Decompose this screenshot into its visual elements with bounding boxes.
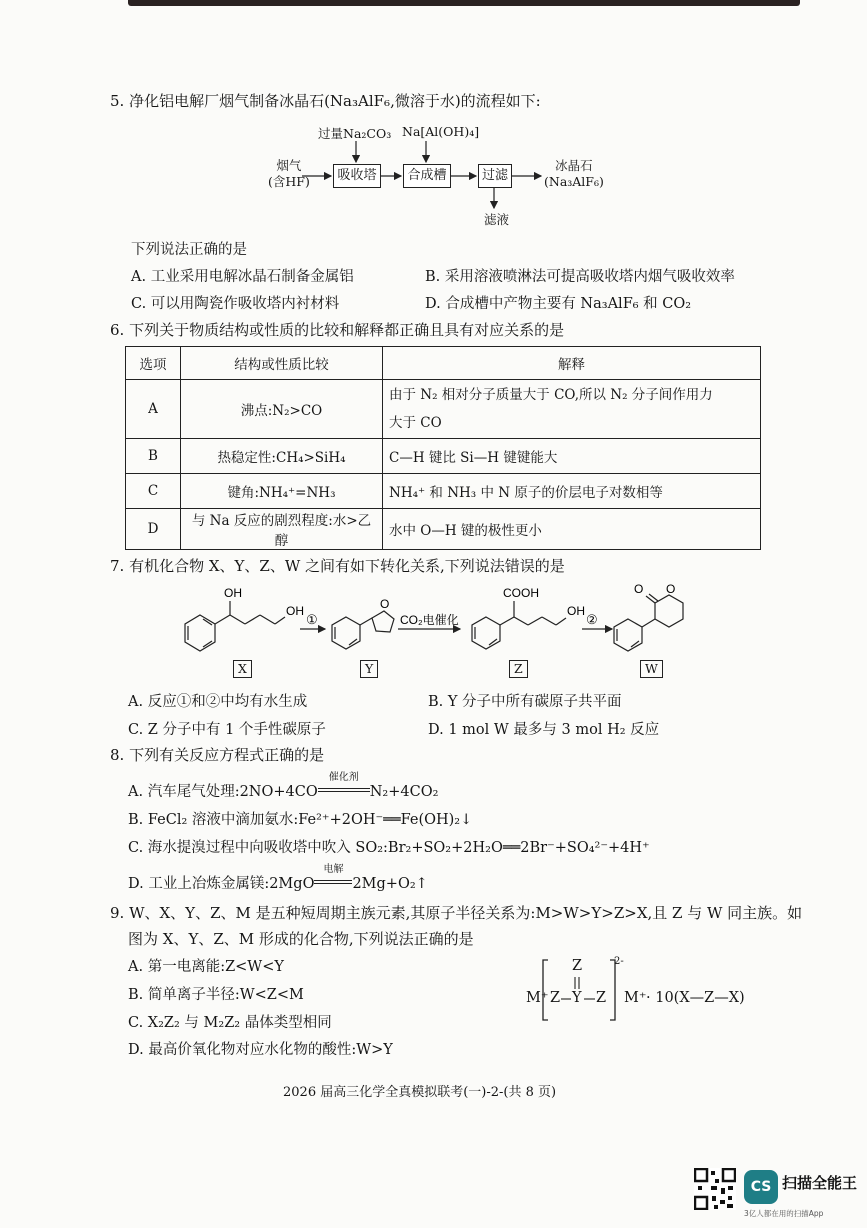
q9-option-a: A. 第一电离能:Z<W<Y bbox=[128, 959, 284, 975]
table-cell: 与 Na 反应的剧烈程度:水>乙醇 bbox=[181, 509, 383, 550]
table-cell: 热稳定性:CH₄>SiH₄ bbox=[181, 439, 383, 474]
q5-option-a: A. 工业采用电解冰晶石制备金属铝 bbox=[131, 269, 354, 285]
table-cell: 水中 O—H 键的极性更小 bbox=[383, 509, 761, 550]
label-x: X bbox=[233, 660, 252, 678]
scanner-tagline: 3亿人都在用的扫描App bbox=[744, 1209, 824, 1218]
label-y: Y bbox=[360, 660, 378, 678]
q5-option-b: B. 采用溶液喷淋法可提高吸收塔内烟气吸收效率 bbox=[425, 269, 735, 285]
z-cooh: COOH bbox=[503, 586, 539, 600]
table-header: 解释 bbox=[383, 347, 761, 380]
q9-option-b: B. 简单离子半径:W<Z<M bbox=[128, 987, 304, 1003]
table-row bbox=[126, 439, 761, 474]
struct-charge: 2- bbox=[614, 956, 624, 967]
page-footer: 2026 届高三化学全真模拟联考(一)-2-(共 8 页) bbox=[283, 1085, 557, 1100]
table-header-row bbox=[126, 347, 761, 380]
table-cell: A bbox=[126, 380, 181, 439]
flow-box-synthesis: 合成槽 bbox=[403, 164, 451, 188]
table-header: 选项 bbox=[126, 347, 181, 380]
q5-option-c: C. 可以用陶瓷作吸收塔内衬材料 bbox=[131, 296, 340, 312]
molecule-z bbox=[472, 601, 566, 649]
arrow-label-3: ② bbox=[586, 612, 598, 627]
flow-input: 烟气 (含HF) bbox=[268, 158, 310, 189]
y-ring-o: O bbox=[380, 597, 390, 611]
q5-prompt: 下列说法正确的是 bbox=[131, 242, 247, 258]
table-cell: 沸点:N₂>CO bbox=[181, 380, 383, 439]
struct-z-right: Z bbox=[596, 990, 607, 1006]
table-row bbox=[126, 474, 761, 509]
table-cell: 键角:NH₄⁺=NH₃ bbox=[181, 474, 383, 509]
q7-option-d: D. 1 mol W 最多与 3 mol H₂ 反应 bbox=[428, 722, 660, 738]
flow-box-absorber: 吸收塔 bbox=[333, 164, 381, 188]
q7-option-a: A. 反应①和②中均有水生成 bbox=[128, 694, 308, 710]
q9-stem-line2: 图为 X、Y、Z、M 形成的化合物,下列说法正确的是 bbox=[128, 930, 474, 948]
table-cell: B bbox=[126, 439, 181, 474]
q9-stem-line1: 9. W、X、Y、Z、M 是五种短周期主族元素,其原子半径关系为:M>W>Y>Z>X,且 Z 与 W 同主族。如 bbox=[110, 904, 803, 922]
struct-z-left: Z bbox=[550, 990, 561, 1006]
q7-stem: 7. 有机化合物 X、Y、Z、W 之间有如下转化关系,下列说法错误的是 bbox=[110, 557, 565, 575]
table-cell: D bbox=[126, 509, 181, 550]
camscanner-logo: CS bbox=[744, 1170, 778, 1204]
x-oh-top: OH bbox=[224, 586, 242, 600]
w-carbonyl-o: O bbox=[634, 582, 644, 596]
arrow-label-2: CO₂电催化 bbox=[400, 613, 459, 627]
q8-stem: 8. 下列有关反应方程式正确的是 bbox=[110, 746, 325, 764]
struct-m-left: M⁺ bbox=[526, 990, 549, 1006]
q8-option-c: C. 海水提溴过程中向吸收塔中吹入 SO₂:Br₂+SO₂+2H₂O══2Br⁻+SO₄²⁻+4H⁺ bbox=[128, 840, 650, 856]
table-row bbox=[126, 380, 761, 439]
q8-option-a: A. 汽车尾气处理:2NO+4CO 催化剂 N₂+4CO₂ bbox=[128, 772, 439, 800]
flow-reagent2: Na[Al(OH)₄] bbox=[402, 124, 480, 139]
table-cell: C—H 键比 Si—H 键键能大 bbox=[383, 439, 761, 474]
flow-reagent1: 过量Na₂CO₃ bbox=[318, 126, 392, 141]
molecule-x bbox=[185, 601, 285, 651]
flow-arrows bbox=[0, 0, 867, 260]
scanner-name: 扫描全能王 bbox=[782, 1174, 858, 1192]
struct-z-top: Z bbox=[572, 958, 583, 974]
q5-option-d: D. 合成槽中产物主要有 Na₃AlF₆ 和 CO₂ bbox=[425, 296, 692, 312]
struct-y: Y bbox=[572, 990, 582, 1006]
molecule-w bbox=[614, 594, 683, 651]
label-w: W bbox=[640, 660, 663, 678]
q7-option-b: B. Y 分子中所有碳原子共平面 bbox=[428, 694, 622, 710]
q9-option-d: D. 最高价氧化物对应水化物的酸性:W>Y bbox=[128, 1042, 393, 1058]
struct-bonds bbox=[540, 955, 620, 1025]
qr-code-icon bbox=[694, 1168, 736, 1210]
table-cell: NH₄⁺ 和 NH₃ 中 N 原子的价层电子对数相等 bbox=[383, 474, 761, 509]
q9-option-c: C. X₂Z₂ 与 M₂Z₂ 晶体类型相同 bbox=[128, 1015, 332, 1031]
table-cell: 由于 N₂ 相对分子质量大于 CO,所以 N₂ 分子间作用力 大于 CO bbox=[383, 380, 761, 439]
q8-option-b: B. FeCl₂ 溶液中滴加氨水:Fe²⁺+2OH⁻══Fe(OH)₂↓ bbox=[128, 812, 473, 828]
q7-reaction-scheme bbox=[0, 575, 867, 685]
z-oh: OH bbox=[567, 604, 585, 618]
struct-tail: · 10(X—Z—X) bbox=[646, 990, 745, 1006]
flow-box-filter: 过滤 bbox=[478, 164, 512, 188]
flow-output: 冰晶石 (Na₃AlF₆) bbox=[544, 158, 604, 189]
molecule-y bbox=[332, 611, 394, 649]
flow-byproduct: 滤液 bbox=[484, 212, 510, 227]
x-oh-end: OH bbox=[286, 604, 304, 618]
q8-option-d: D. 工业上冶炼金属镁:2MgO 电解 2Mg+O₂↑ bbox=[128, 864, 428, 892]
w-ring-o: O bbox=[666, 582, 676, 596]
q7-option-c: C. Z 分子中有 1 个手性碳原子 bbox=[128, 722, 326, 738]
struct-m-right: M⁺ bbox=[624, 990, 647, 1006]
q6-stem: 6. 下列关于物质结构或性质的比较和解释都正确且具有对应关系的是 bbox=[110, 321, 565, 339]
q6-table bbox=[125, 346, 761, 550]
q5-stem: 5. 净化铝电解厂烟气制备冰晶石(Na₃AlF₆,微溶于水)的流程如下: bbox=[110, 92, 541, 110]
table-cell: C bbox=[126, 474, 181, 509]
arrow-label-1: ① bbox=[306, 612, 318, 627]
label-z: Z bbox=[509, 660, 528, 678]
table-row bbox=[126, 509, 761, 550]
table-header: 结构或性质比较 bbox=[181, 347, 383, 380]
